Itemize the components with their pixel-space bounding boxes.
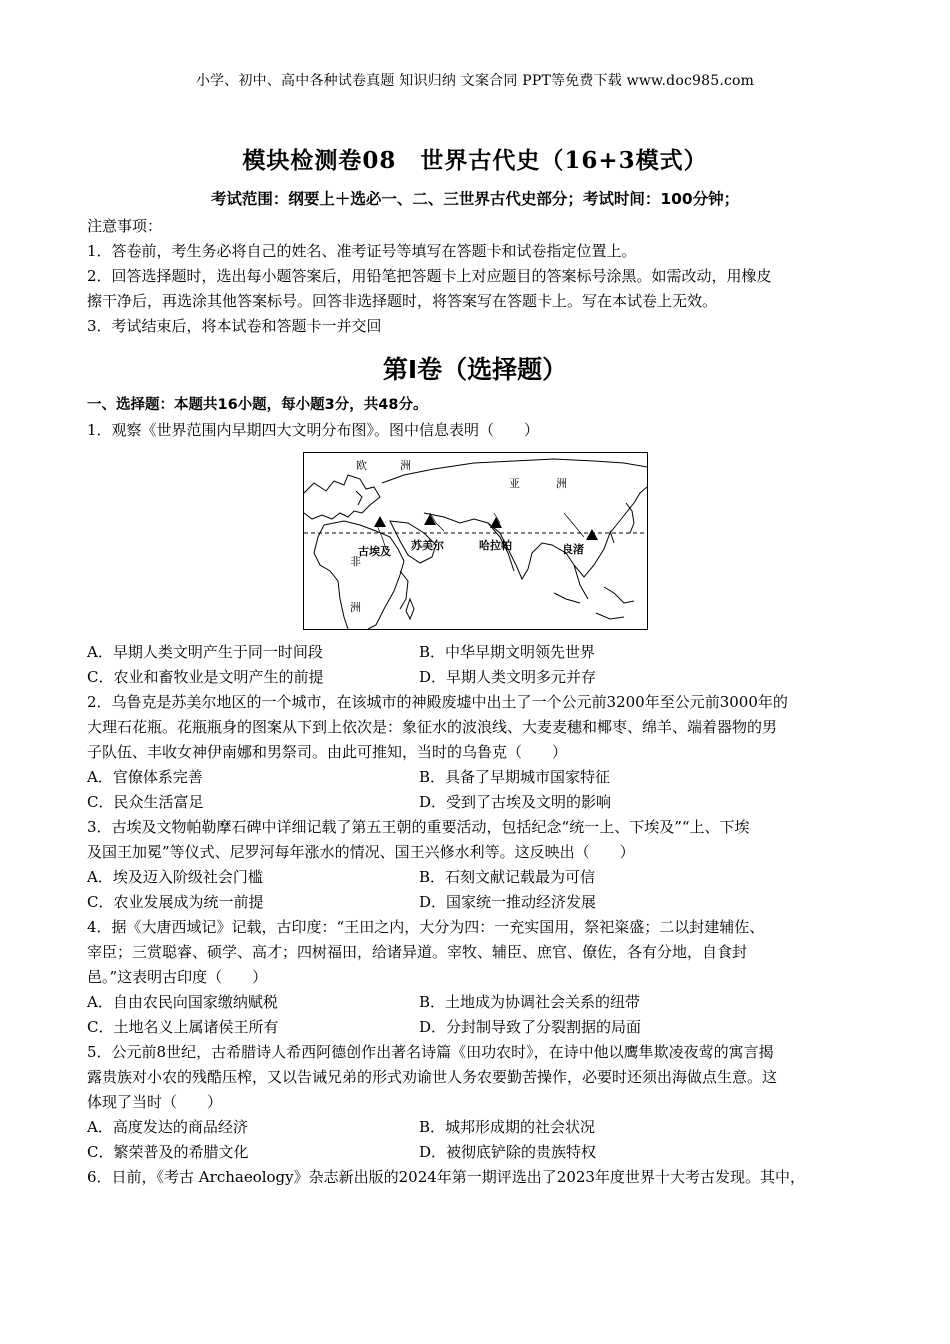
answer-option[interactable]: A．高度发达的商品经济: [87, 1118, 248, 1136]
answer-option[interactable]: D．被彻底铲除的贵族特权: [419, 1143, 597, 1161]
site-marker-harappa: [490, 517, 502, 528]
answer-option[interactable]: A．埃及迈入阶级社会门槛: [87, 868, 263, 886]
page-title: 模块检测卷08 世界古代史（16+3模式）: [242, 147, 708, 174]
note-item: 擦干净后，再选涂其他答案标号。回答非选择题时，将答案写在答题卡上。写在本试卷上无效。: [87, 292, 718, 310]
map-site-harappa: 哈拉帕: [479, 539, 512, 552]
answer-option[interactable]: B．土地成为协调社会关系的纽带: [419, 993, 641, 1011]
answer-option[interactable]: B．具备了早期城市国家特征: [419, 768, 611, 786]
options-row: [87, 1115, 867, 1140]
answer-option[interactable]: A．官僚体系完善: [87, 768, 203, 786]
options-row: [87, 890, 867, 915]
question-stem: 及国王加冕”等仪式、尼罗河每年涨水的情况、国王兴修水利等。这反映出（ ）: [87, 843, 635, 861]
question-stem: 4．据《大唐西域记》记载，古印度：“王田之内，大分为四：一充实国用，祭祀粢盛；二以封建辅佐、: [87, 918, 765, 936]
notes-block: [87, 214, 867, 339]
options-row: [87, 790, 867, 815]
options-row: [87, 665, 867, 690]
map-label-africa-2: 洲: [350, 601, 361, 614]
options-row: [87, 640, 867, 665]
section-title: 第I卷（选择题）: [382, 355, 568, 384]
site-marker-egypt: [374, 516, 386, 527]
question-stem: 5．公元前8世纪，古希腊诗人希西阿德创作出著名诗篇《田功农时》，在诗中他以鹰隼欺凌夜莺的寓言揭: [87, 1043, 774, 1061]
map-label-asia-2: 洲: [556, 477, 567, 490]
answer-option[interactable]: A．早期人类文明产生于同一时间段: [87, 643, 323, 661]
part-heading: 一、选择题：本题共16小题，每小题3分，共48分。: [87, 397, 428, 413]
map-site-liangzhu: 良渚: [562, 543, 584, 556]
map-site-sumer: 苏美尔: [411, 539, 444, 552]
map-label-asia-1: 亚: [509, 477, 520, 490]
answer-option[interactable]: D．受到了古埃及文明的影响: [419, 793, 612, 811]
note-item: 3．考试结束后，将本试卷和答题卡一并交回: [87, 317, 382, 335]
options-row: [87, 1015, 867, 1040]
site-marker-liangzhu: [586, 529, 598, 540]
answer-option[interactable]: D．分封制导致了分裂割据的局面: [419, 1018, 642, 1036]
answer-option[interactable]: B．中华早期文明领先世界: [419, 643, 596, 661]
map-label-africa-1: 非: [350, 555, 361, 568]
questions-top: [87, 393, 867, 443]
question-stem: 子队伍、丰收女神伊南娜和男祭司。由此可推知，当时的乌鲁克（ ）: [87, 743, 568, 761]
notes-heading: 注意事项：: [87, 217, 163, 235]
options-row: [87, 865, 867, 890]
header-banner: 小学、初中、高中各种试卷真题 知识归纳 文案合同 PPT等免费下载 www.doc985.com: [195, 73, 755, 89]
note-item: 2．回答选择题时，选出每小题答案后，用铅笔把答题卡上对应题目的答案标号涂黑。如需改动，用橡皮: [87, 267, 772, 285]
options-row: [87, 765, 867, 790]
map-label-europe-1: 欧: [356, 459, 367, 472]
answer-option[interactable]: C．农业和畜牧业是文明产生的前提: [87, 668, 324, 686]
options-row: [87, 1140, 867, 1165]
question-stem: 宰臣；三赏聪睿、硕学、高才；四树福田，给诸异道。宰牧、辅臣、庶官、僚佐，各有分地，自食封: [87, 943, 748, 961]
answer-option[interactable]: A．自由农民向国家缴纳赋税: [87, 993, 278, 1011]
map-label-europe-2: 洲: [400, 459, 411, 472]
answer-option[interactable]: C．民众生活富足: [87, 793, 204, 811]
answer-option[interactable]: C．繁荣普及的希腊文化: [87, 1143, 249, 1161]
question-stem: 露贵族对小农的残酷压榨，又以告诫兄弟的形式劝谕世人务农要勤苦操作，必要时还须出海做点生意。这: [87, 1068, 778, 1086]
question-stem: 2．乌鲁克是苏美尔地区的一个城市，在该城市的神殿废墟中出土了一个公元前3200年至公元前3000年的: [87, 693, 788, 711]
question-stem: 6．日前，《考古 Archaeology》杂志新出版的2024年第一期评选出了2023年度世界十大考古发现。其中，: [87, 1168, 805, 1186]
question-stem: 3．古埃及文物帕勒摩石碑中详细记载了第五王朝的重要活动，包括纪念“统一上、下埃及”“上、下埃: [87, 818, 750, 836]
map-site-egypt: 古埃及: [358, 545, 391, 558]
civilization-map: [303, 452, 648, 630]
answer-option[interactable]: B．石刻文献记载最为可信: [419, 868, 596, 886]
answer-option[interactable]: D．国家统一推动经济发展: [419, 893, 597, 911]
question-stem: 1．观察《世界范围内早期四大文明分布图》。图中信息表明（ ）: [87, 421, 540, 439]
question-stem: 大理石花瓶。花瓶瓶身的图案从下到上依次是：象征水的波浪线、大麦麦穗和椰枣、绵羊、端着器物的男: [87, 718, 778, 736]
answer-option[interactable]: D．早期人类文明多元并存: [419, 668, 597, 686]
answer-option[interactable]: C．农业发展成为统一前提: [87, 893, 264, 911]
question-stem: 邑。”这表明古印度（ ）: [87, 968, 268, 986]
note-item: 1．答卷前，考生务必将自己的姓名、准考证号等填写在答题卡和试卷指定位置上。: [87, 242, 637, 260]
questions-main: [87, 640, 867, 1190]
exam-subtitle: 考试范围：纲要上＋选必一、二、三世界古代史部分；考试时间：100分钟；: [210, 190, 740, 208]
options-row: [87, 990, 867, 1015]
question-stem: 体现了当时（ ）: [87, 1093, 223, 1111]
answer-option[interactable]: C．土地名义上属诸侯王所有: [87, 1018, 279, 1036]
answer-option[interactable]: B．城邦形成期的社会状况: [419, 1118, 596, 1136]
